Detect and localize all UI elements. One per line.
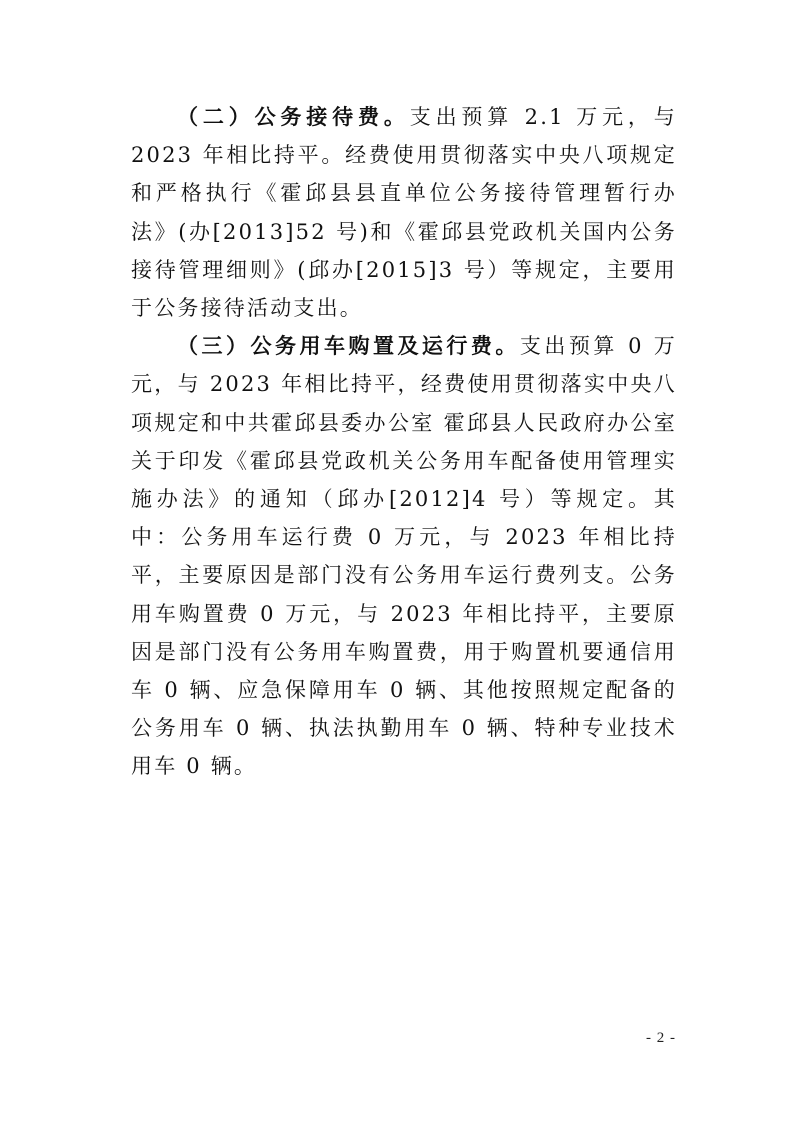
paragraph-heading: （二）公务接待费。 (177, 104, 410, 129)
document-body (131, 98, 677, 786)
page-number: - 2 - (646, 1030, 676, 1046)
paragraph-text: 支出预算 2.1 万元，与 2023 年相比持平。经费使用贯彻落实中央八项规定和严格执行《霍邱县县直单位公务接待管理暂行办法》(办[2013]52 号)和《霍邱县党政机关国内公务接待管理细则》(邱办[2015]3 号）等规定，主要用于公务接待活动支出。 (131, 105, 677, 321)
paragraph-text: 支出预算 0 万元，与 2023 年相比持平，经费使用贯彻落实中央八项规定和中共霍邱县委办公室 霍邱县人民政府办公室关于印发《霍邱县党政机关公务用车配备使用管理实施办法》的通知（邱办[2012]4 号）等规定。其中：公务用车运行费 0 万元，与 2023 年相比持平，主要原因是部门没有公务用车运行费列支。公务用车购置费 0 万元，与 2023 年相比持平，主要原因是部门没有公务用车购置费，用于购置机要通信用车 0 辆、应急保障用车 0 辆、其他按照规定配备的公务用车 0 辆、执法执勤用车 0 辆、特种专业技术用车 0 辆。 (131, 334, 677, 779)
paragraph-heading: （三）公务用车购置及运行费。 (177, 333, 520, 359)
paragraph-reception-expenses (131, 98, 677, 327)
paragraph-vehicle-expenses (131, 327, 677, 785)
